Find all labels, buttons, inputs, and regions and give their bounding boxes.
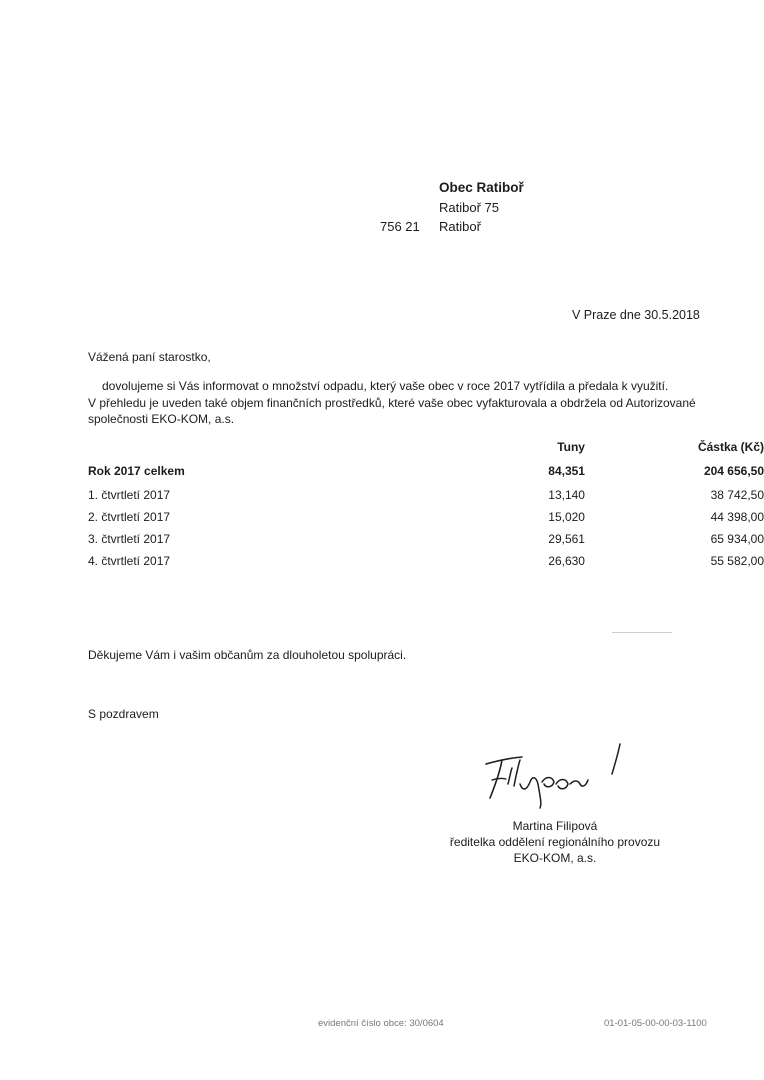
body-line: dovolujeme si Vás informovat o množství odpadu, který vaše obec v roce 2017 vytřídila a předala k využití. [102, 379, 669, 393]
row-label: 1. čtvrtletí 2017 [88, 488, 171, 502]
table-row [88, 550, 764, 572]
handwritten-signature [480, 740, 630, 810]
row-tons: 13,140 [548, 488, 585, 502]
row-amount: 38 742,50 [710, 488, 764, 502]
waste-table [88, 436, 764, 572]
row-tons: 26,630 [548, 554, 585, 568]
signer-company: EKO-KOM, a.s. [513, 851, 597, 865]
row-amount: 65 934,00 [710, 532, 764, 546]
letter-date: V Praze dne 30.5.2018 [572, 308, 700, 322]
signer-block [430, 818, 680, 866]
row-label: 3. čtvrtletí 2017 [88, 532, 171, 546]
footer-document-code: 01-01-05-00-00-03-1100 [604, 1018, 707, 1029]
recipient-zip: 756 21 [380, 219, 420, 234]
header-tons: Tuny [557, 440, 585, 454]
recipient-city: Ratiboř [439, 219, 481, 234]
table-row [88, 528, 764, 550]
footer-evidence-number: evidenční číslo obce: 30/0604 [318, 1018, 444, 1029]
total-amount: 204 656,50 [703, 464, 764, 478]
body-line: společnosti EKO-KOM, a.s. [88, 412, 235, 426]
row-label: 2. čtvrtletí 2017 [88, 510, 171, 524]
header-amount: Částka (Kč) [697, 440, 764, 454]
body-line: V přehledu je uveden také objem finančních prostředků, které vaše obec vyfakturovala a obdržela od Autorizované [88, 395, 696, 410]
signer-title: ředitelka oddělení regionálního provozu [449, 835, 661, 849]
row-tons: 29,561 [548, 532, 585, 546]
scan-speck [612, 632, 672, 633]
closing: S pozdravem [88, 707, 159, 721]
recipient-name: Obec Ratiboř [439, 180, 524, 195]
signer-name: Martina Filipová [512, 819, 598, 833]
table-row [88, 506, 764, 528]
row-amount: 55 582,00 [710, 554, 764, 568]
thanks-line: Děkujeme Vám i vašim občanům za dlouholetou spolupráci. [88, 648, 407, 662]
table-row [88, 484, 764, 506]
recipient-street: Ratiboř 75 [439, 200, 499, 215]
salutation: Vážená paní starostko, [88, 350, 211, 364]
table-header-row [88, 436, 764, 458]
total-label: Rok 2017 celkem [88, 464, 185, 478]
letter-body [88, 378, 708, 428]
row-label: 4. čtvrtletí 2017 [88, 554, 171, 568]
total-tons: 84,351 [548, 464, 585, 478]
header-label [88, 436, 435, 458]
row-tons: 15,020 [548, 510, 585, 524]
table-total-row [88, 458, 764, 484]
row-amount: 44 398,00 [710, 510, 764, 524]
